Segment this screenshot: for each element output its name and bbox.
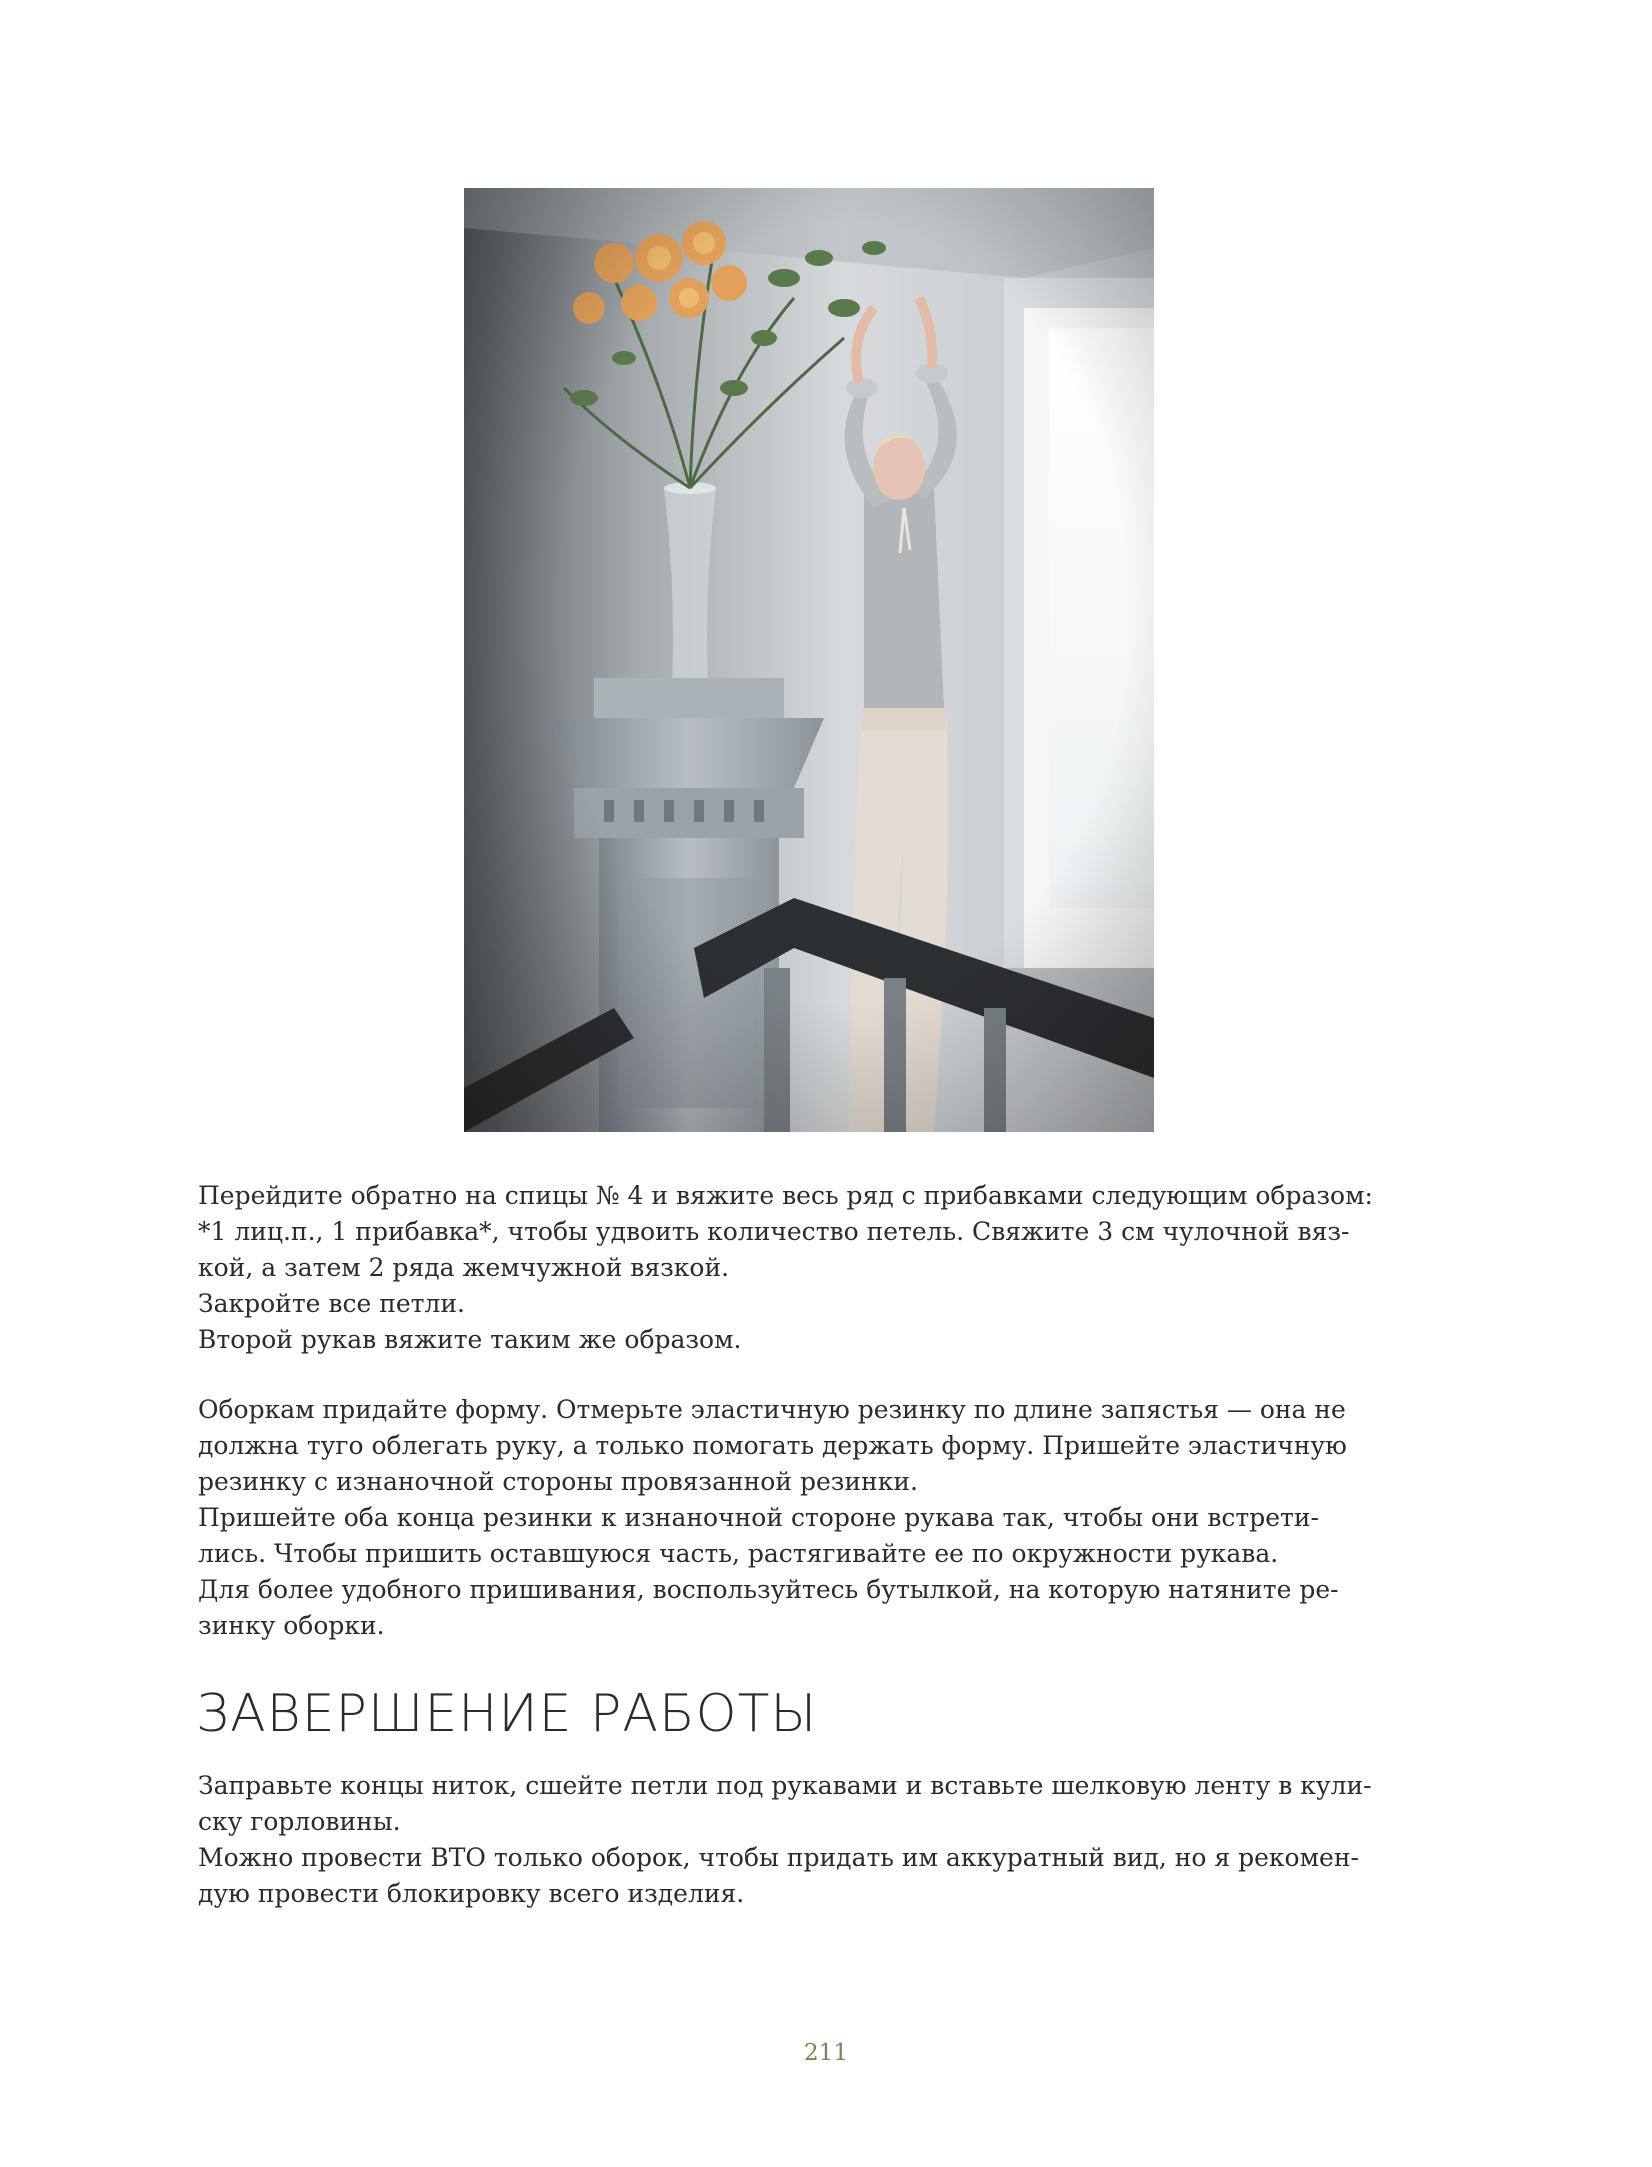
paragraph-line: Оборкам придайте форму. Отмерьте эластичную резинку по длине запястья — она не	[198, 1395, 1346, 1424]
paragraph-line: резинку с изнаночной стороны провязанной резинки.	[198, 1467, 918, 1496]
paragraph-line: Заправьте концы ниток, сшейте петли под рукавами и вставьте шелковую ленту в кули-	[198, 1771, 1372, 1800]
knitwear-photo	[464, 188, 1154, 1132]
paragraph-1	[198, 1178, 1388, 1358]
paragraph-line: должна туго облегать руку, а только помогать держать форму. Пришейте эластичную	[198, 1431, 1347, 1460]
paragraph-line: Для более удобного пришивания, воспользуйтесь бутылкой, на которую натяните ре-	[198, 1575, 1339, 1604]
paragraph-line: кой, а затем 2 ряда жемчужной вязкой.	[198, 1253, 730, 1282]
paragraph-line: *1 лиц.п., 1 прибавка*, чтобы удвоить количество петель. Свяжите 3 см чулочной вяз-	[198, 1217, 1350, 1246]
page-number: 211	[804, 2040, 848, 2066]
paragraph-line: Второй рукав вяжите таким же образом.	[198, 1325, 742, 1354]
paragraph-line: Пришейте оба конца резинки к изнаночной стороне рукава так, чтобы они встрети-	[198, 1503, 1319, 1532]
paragraph-2	[198, 1392, 1388, 1644]
paragraph-line: Перейдите обратно на спицы № 4 и вяжите весь ряд с прибавками следующим образом:	[198, 1181, 1373, 1210]
section-paragraph	[198, 1768, 1388, 1912]
paragraph-line: Можно провести ВТО только оборок, чтобы придать им аккуратный вид, но я рекомен-	[198, 1843, 1359, 1872]
section-heading: ЗАВЕРШЕНИЕ РАБОТЫ	[196, 1684, 818, 1744]
paragraph-line: дую провести блокировку всего изделия.	[198, 1879, 745, 1908]
paragraph-line: лись. Чтобы пришить оставшуюся часть, растягивайте ее по окружности рукава.	[198, 1539, 1279, 1568]
paragraph-line: Закройте все петли.	[198, 1289, 465, 1318]
paragraph-line: ску горловины.	[198, 1807, 401, 1836]
paragraph-line: зинку оборки.	[198, 1611, 385, 1640]
